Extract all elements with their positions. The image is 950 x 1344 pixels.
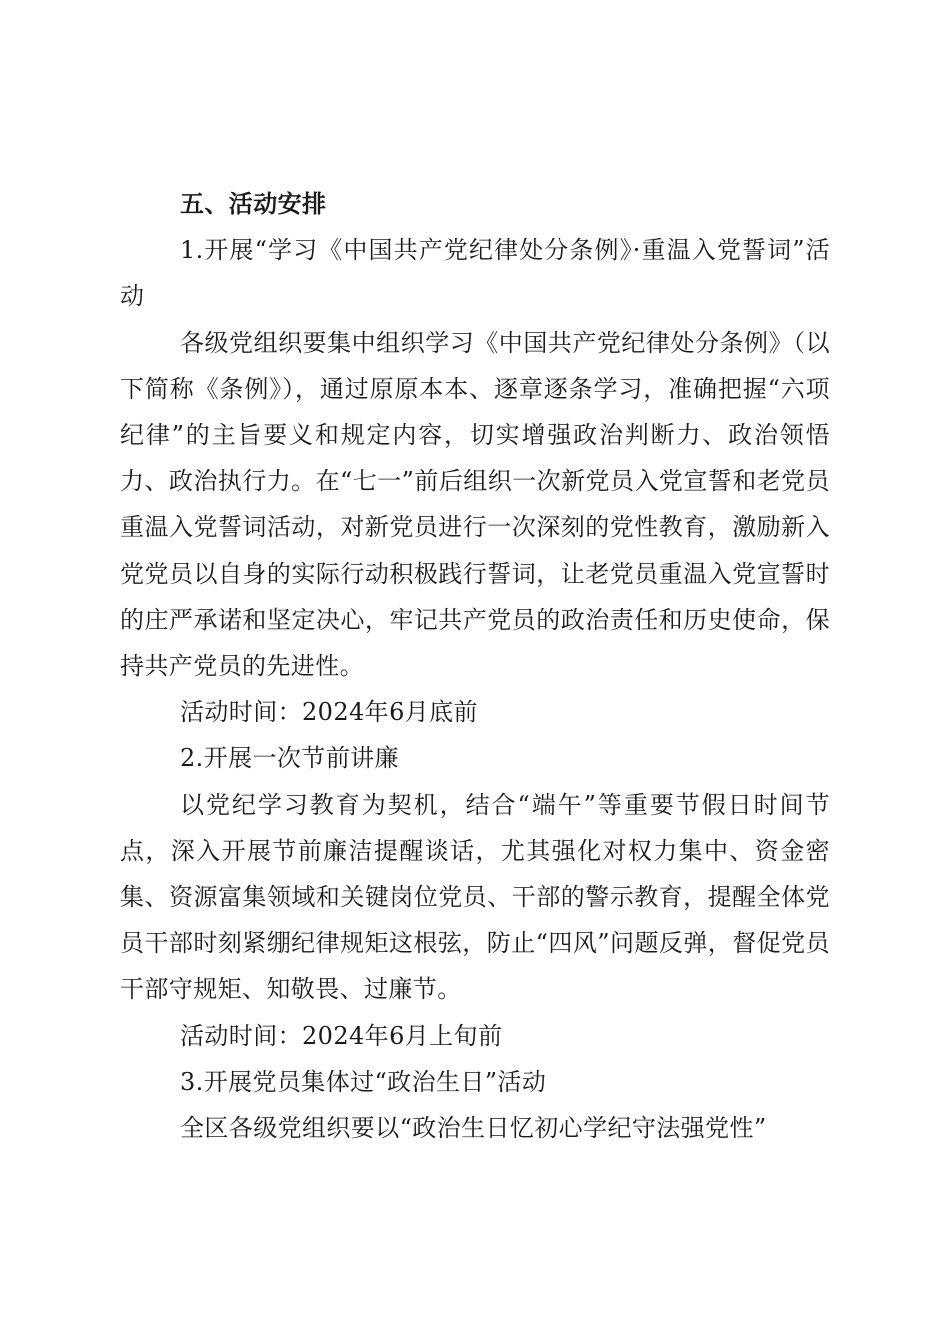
item2-time: 活动时间：2024年6月上旬前 xyxy=(180,1021,503,1050)
item2-title: 2.开展一次节前讲廉 xyxy=(180,744,399,773)
document-body xyxy=(120,181,830,1151)
item3-title: 3.开展党员集体过“政治生日”活动 xyxy=(180,1067,547,1096)
item1-time: 活动时间：2024年6月底前 xyxy=(180,698,478,727)
item3-body: 全区各级党组织要以“政治生日忆初心学纪守法强党性” xyxy=(180,1114,767,1143)
section-heading: 五、活动安排 xyxy=(180,190,327,218)
item2-body: 以党纪学习教育为契机，结合“端午”等重要节假日时间节点，深入开展节前廉洁提醒谈话，尤其强化对权力集中、资金密集、资源富集领域和关键岗位党员、干部的警示教育，提醒全体党员干部时刻紧绷纪律规矩这根弦，防止“四风”问题反弹，督促党员干部守规矩、知敬畏、过廉节。 xyxy=(120,790,830,1004)
item1-title: 1.开展“学习《中国共产党纪律处分条例》·重温入党誓词”活动 xyxy=(120,236,830,311)
item1-body: 各级党组织要集中组织学习《中国共产党纪律处分条例》（以下简称《条例》），通过原原本本、逐章逐条学习，准确把握“六项纪律”的主旨要义和规定内容，切实增强政治判断力、政治领悟力、政治执行力。在“七一”前后组织一次新党员入党宣誓和老党员重温入党誓词活动，对新党员进行一次深刻的党性教育，激励新入党党员以自身的实际行动积极践行誓词，让老党员重温入党宣誓时的庄严承诺和坚定决心，牢记共产党员的政治责任和历史使命，保持共产党员的先进性。 xyxy=(120,328,830,681)
